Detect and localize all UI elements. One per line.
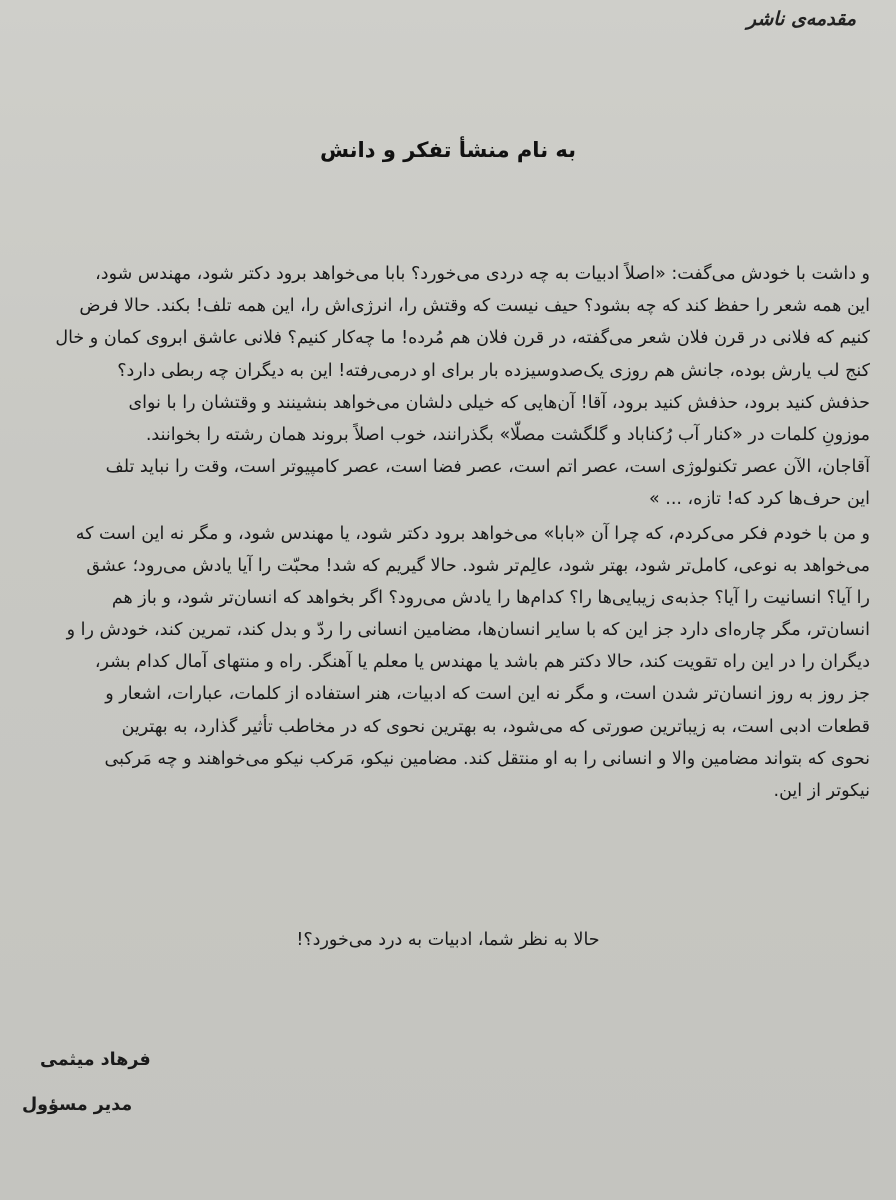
text-line: و من با خودم فکر می‌کردم، که چرا آن «بابا» می‌خواهد برود دکتر شود، یا مهندس شود، و مگر نه این است که [75,523,870,544]
signature-role: مدیر مسؤول [22,1095,133,1115]
text-line: آقاجان، الآن عصر تکنولوژی است، عصر اتم است، عصر فضا است، عصر کامپیوتر است، وقت را نباید تلف [105,457,870,478]
body-text [18,258,870,807]
text-line: کنیم که فلانی در قرن فلان شعر می‌گفته، در قرن فلان هم مُرده! ما چه‌کار کنیم؟ فلانی عاشق ابروی کمان و خال [55,328,870,349]
text-line: نحوی که بتواند مضامین والا و انسانی را به او منتقل کند. مضامین نیکو، مَرکب نیکو می‌خواهند و چه مَرکبی [104,748,870,769]
paragraph-1 [18,258,870,516]
text-line: قطعات ادبی است، به زیباترین صورتی که می‌شود، به بهترین نحوی که در مخاطب تأثیر گذارد، به بهترین [121,716,870,737]
text-line: دیگران را در این راه تقویت کند، حالا دکتر هم باشد یا مهندس یا معلم یا آهنگر. راه و منتهای آمال کدام بشر، [94,652,870,673]
text-line: جز روز به روز انسان‌تر شدن است، و مگر نه این است که ادبیات، هنر استفاده از کلمات، عبارات، اشعار و [105,684,870,705]
paragraph-2 [18,518,870,808]
running-head: مقدمه‌ی ناشر [746,8,856,30]
closing-question: حالا به نظر شما، ادبیات به درد می‌خورد؟! [296,930,600,950]
text-line: موزونِ کلمات در «کنار آب رُکناباد و گلگشت مصلّا» بگذرانند، خوب اصلاً بروند همان رشته را بخوانند. [145,424,870,445]
text-line: انسان‌تر، مگر چاره‌ای دارد جز این که با سایر انسان‌ها، مضامین انسانی را ردّ و بدل کند، تمرین کند، خودش را و [66,620,870,641]
text-line: حذفش کنید برود، حذفش کنید برود، آقا! آن‌هایی که خیلی دلشان می‌خواهد بنشینند و وقتشان را با نوای [128,392,870,413]
text-line: کنج لب یارش بوده، جانش هم روزی یک‌صدوسیزده بار برای او درمی‌رفته! این به دیگران چه ربطی دارد؟ [117,360,870,381]
page-title: به نام منشأ تفکر و دانش [319,138,577,162]
text-line: را آیا؟ انسانیت را آیا؟ جذبه‌ی زیبایی‌ها را؟ کدام‌ها را یادش می‌رود؟ اگر بخواهد که انسان‌تر شود، و باز هم [111,587,870,608]
text-line: نیکوتر از این. [773,781,870,801]
text-line: این همه شعر را حفظ کند که چه بشود؟ حیف نیست که وقتش را، انرژی‌اش را، این همه تلف! بکند. حالا فرض [79,296,870,317]
signature-name: فرهاد میثمی [40,1050,151,1070]
text-line: و داشت با خودش می‌گفت: «اصلاً ادبیات به چه دردی می‌خورد؟ بابا می‌خواهد برود دکتر شود، مهندس شود، [95,264,870,284]
text-line: این حرف‌ها کرد که! تازه، ... » [649,489,870,510]
text-line: می‌خواهد به نوعی، کامل‌تر شود، بهتر شود، عالِم‌تر شود. حالا گیریم که شد! محبّت را آیا یادش می‌رود؛ عشق [86,555,870,576]
